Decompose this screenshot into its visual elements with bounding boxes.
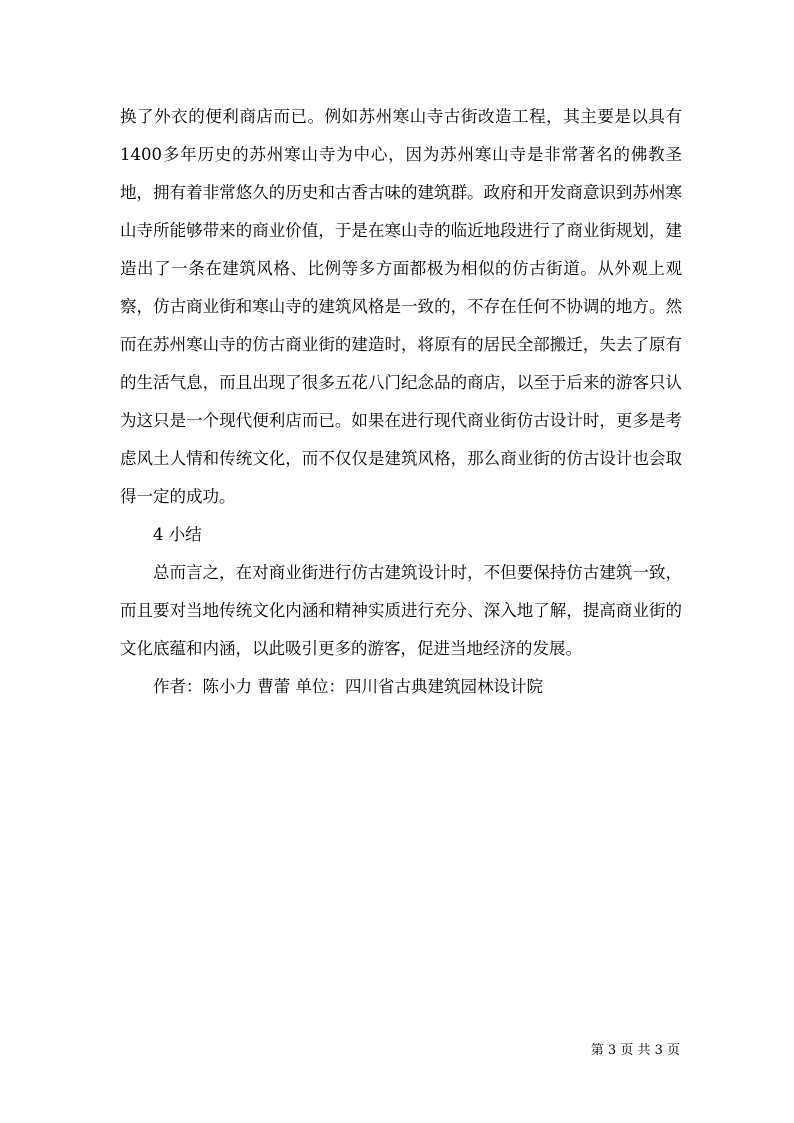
paragraph-case-study: 换了外衣的便利商店而已。例如苏州寒山寺古街改造工程，其主要是以具有1400多年历史的苏州寒山寺为中心，因为苏州寒山寺是非常著名的佛教圣地，拥有着非常悠久的历史和古香古味的建筑群。政府和开发商意识到苏州寒山寺所能够带来的商业价值，于是在寒山寺的临近地段进行了商业街规划，建造出了一条在建筑风格、比例等多方面都极为相似的仿古街道。从外观上观察，仿古商业街和寒山寺的建筑风格是一致的，不存在任何不协调的地方。然而在苏州寒山寺的仿古商业街的建造时，将原有的居民全部搬迁，失去了原有的生活气息，而且出现了很多五花八门纪念品的商店，以至于后来的游客只认为这只是一个现代便利店而已。如果在进行现代商业街仿古设计时，更多是考虑风土人情和传统文化，而不仅仅是建筑风格，那么商业街的仿古设计也会取得一定的成功。 — [120, 107, 682, 506]
paragraph-conclusion: 总而言之，在对商业街进行仿古建筑设计时，不但要保持仿古建筑一致，而且要对当地传统文化内涵和精神实质进行充分、深入地了解，提高商业街的文化底蕴和内涵，以此吸引更多的游客，促进当地经济的发展。 — [120, 563, 682, 658]
document-body — [120, 98, 682, 706]
section-heading-summary: 4 小结 — [153, 525, 202, 544]
paragraph-author: 作者：陈小力 曹蕾 单位：四川省古典建筑园林设计院 — [153, 677, 543, 696]
page-number-footer: 第 3 页 共 3 页 — [590, 1043, 680, 1058]
